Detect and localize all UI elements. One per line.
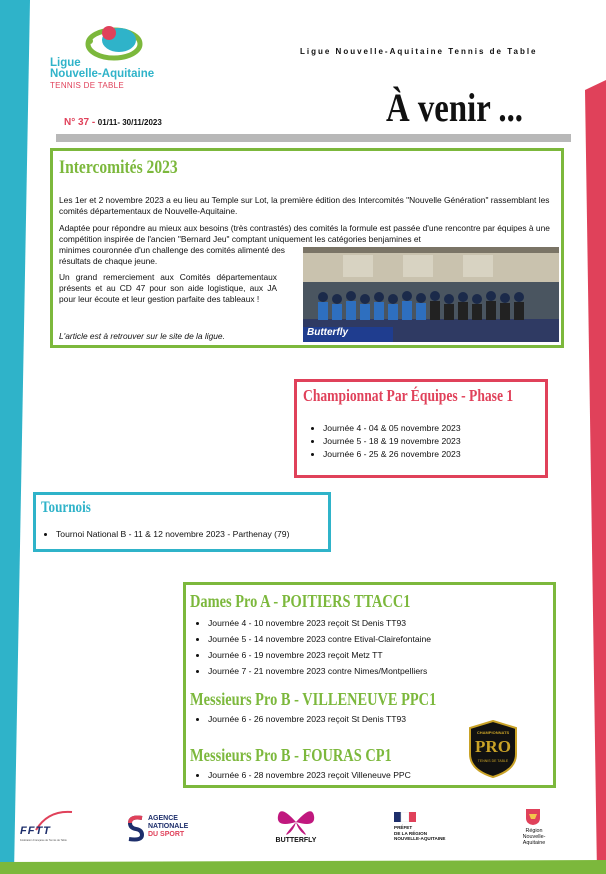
fftt-logo [18, 808, 68, 848]
butterfly-logo [268, 808, 324, 848]
league-name-line1: Ligue [50, 57, 81, 69]
region-crest-icon [525, 808, 541, 826]
badge-top-text: CHAMPIONNATS [476, 730, 510, 735]
butterfly-icon [276, 808, 316, 836]
prefet-line2: DE LA RÉGION [394, 830, 428, 836]
prefet-line1: PRÉFET [394, 825, 413, 830]
list-item: • Journée 4 - 04 & 05 novembre 2023 [323, 422, 461, 435]
intercomites-para2b: minimes couronnée d'un challenge des comités alimenté des résultats de chaque jeune. [59, 245, 285, 266]
villeneuve-title: Messieurs Pro B - VILLENEUVE PPC1 [190, 689, 437, 709]
list-item: • Journée 7 - 21 novembre 2023 contre Nimes/Montpelliers [208, 663, 431, 679]
badge-main-text: PRO [475, 737, 511, 756]
issue-number: N° 37 - [64, 117, 96, 128]
list-item: • Journée 4 - 10 novembre 2023 reçoit St Denis TT93 [208, 615, 431, 631]
league-subtitle: TENNIS DE TABLE [50, 81, 124, 90]
butterfly-text: BUTTERFLY [275, 837, 317, 844]
intercomites-section [50, 148, 564, 348]
left-cyan-band [0, 0, 30, 874]
region-line1: Région [525, 828, 543, 834]
ans-logo [126, 812, 206, 844]
issue-dates: 01/11- 30/11/2023 [97, 118, 162, 127]
championnat-section [294, 379, 548, 478]
header-divider [56, 134, 571, 142]
fouras-list [188, 769, 411, 782]
intercomites-para3: Un grand remerciement aux Comités départementaux présents et au CD 47 pour son aide logistique, aux JA pour leur écoute et leur gestion parfaite des tableaux ! [59, 272, 277, 304]
list-item: • Journée 6 - 25 & 26 novembre 2023 [323, 448, 461, 461]
league-logo [44, 22, 174, 102]
prefet-logo [394, 812, 464, 848]
group-photo [303, 247, 559, 342]
badge-bottom-text: TENNIS DE TABLE [477, 759, 509, 763]
fouras-title: Messieurs Pro B - FOURAS CP1 [190, 745, 392, 765]
fftt-sub: Fédération Française de Tennis de Table [20, 839, 67, 842]
list-item: • Journée 6 - 19 novembre 2023 reçoit Metz TT [208, 647, 431, 663]
list-item: • Journée 5 - 18 & 19 novembre 2023 [323, 435, 461, 448]
intercomites-link[interactable]: L'article est à retrouver sur le site de la ligue. [59, 331, 225, 341]
prefet-line3: NOUVELLE-AQUITAINE [394, 836, 446, 841]
dames-list [188, 615, 431, 679]
bottom-green-band [0, 860, 606, 874]
ans-line1: AGENCE [148, 815, 178, 822]
championnat-title: Championnat Par Équipes - Phase 1 [303, 386, 514, 405]
intercomites-title: Intercomités 2023 [59, 157, 178, 178]
championnats-pro-badge [468, 720, 518, 778]
tournois-title: Tournois [41, 499, 91, 516]
league-name-line2: Nouvelle-Aquitaine [50, 68, 155, 80]
villeneuve-list [188, 713, 406, 726]
ans-s-icon [126, 814, 146, 842]
list-item: • Tournoi National B - 11 & 12 novembre 2023 - Parthenay (79) [56, 528, 289, 541]
dames-title: Dames Pro A - POITIERS TTACC1 [190, 591, 411, 611]
list-item: • Journée 6 - 26 novembre 2023 reçoit St Denis TT93 [208, 713, 406, 726]
region-line2: Nouvelle- [522, 834, 546, 840]
list-item: • Journée 5 - 14 novembre 2023 contre Etival-Clairefontaine [208, 631, 431, 647]
main-title: À venir ... [386, 85, 523, 130]
tournois-section [33, 492, 331, 552]
list-item: • Journée 6 - 28 novembre 2023 reçoit Villeneuve PPC [208, 769, 411, 782]
tournois-list [36, 528, 289, 541]
fftt-text: FFTT [20, 825, 51, 837]
championnat-list [303, 422, 461, 461]
region-logo [514, 808, 554, 850]
ans-line3: DU SPORT [148, 831, 185, 838]
ans-line2: NATIONALE [148, 823, 189, 830]
photo-banner-text: Butterfly [307, 327, 349, 338]
intercomites-para2a: Adaptée pour répondre au mieux aux besoins (très contrastés) des comités la formule est passée d'une rencontre par équipes à une compétition inspirée de l'ancien "Bernard Jeu" comptant uniquement les catégories benjamines et [59, 223, 550, 244]
issue-info [64, 117, 162, 128]
top-label: Ligue Nouvelle-Aquitaine Tennis de Table [300, 47, 538, 56]
pro-section [183, 582, 556, 788]
region-line3: Aquitaine [522, 840, 546, 846]
marianne-flag-icon [394, 812, 416, 822]
intercomites-para1: Les 1er et 2 novembre 2023 a eu lieu au Temple sur Lot, la première édition des Intercomités "Nouvelle Génération" rassemblant les comités départementaux de Nouvelle-Aquitaine. [59, 195, 550, 216]
